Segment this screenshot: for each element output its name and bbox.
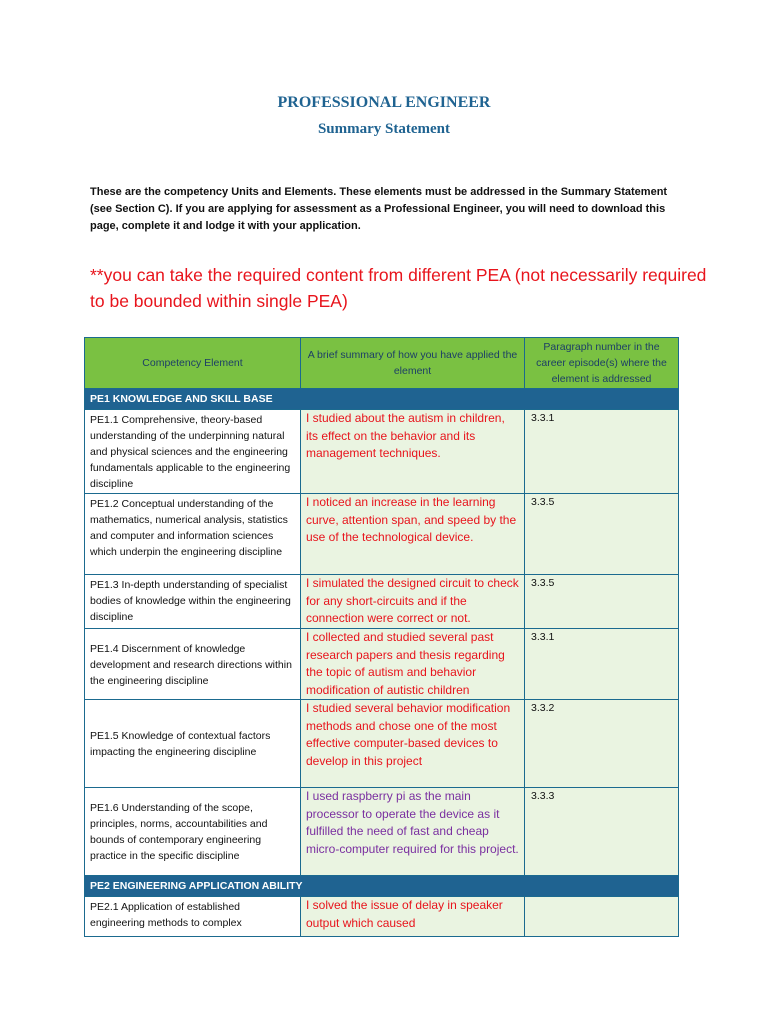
summary-cell: I noticed an increase in the learning curve, attention span, and speed by the use of the technological device. [301, 494, 525, 575]
element-cell: PE1.4 Discernment of knowledge development and research directions within the engineering discipline [85, 629, 301, 700]
paragraph-cell: 3.3.5 [525, 494, 679, 575]
element-cell: PE1.1 Comprehensive, theory-based understanding of the underpinning natural and physical sciences and the engineering fundamentals applicable to the engineering discipline [85, 410, 301, 494]
element-cell: PE2.1 Application of established engineering methods to complex [85, 897, 301, 937]
element-cell: PE1.2 Conceptual understanding of the mathematics, numerical analysis, statistics and computer and information sciences which underpin the engineering discipline [85, 494, 301, 575]
column-header-element: Competency Element [85, 338, 301, 389]
table-row [85, 494, 679, 575]
element-cell: PE1.5 Knowledge of contextual factors impacting the engineering discipline [85, 700, 301, 788]
paragraph-cell: 3.3.1 [525, 410, 679, 494]
table-header-row [85, 338, 679, 389]
paragraph-cell: 3.3.3 [525, 788, 679, 876]
section-title-pe1: PE1 KNOWLEDGE AND SKILL BASE [85, 389, 679, 410]
section-row-pe1 [85, 389, 679, 410]
table-row [85, 700, 679, 788]
summary-cell: I studied several behavior modification methods and chose one of the most effective computer-based devices to develop in this project [301, 700, 525, 788]
column-header-paragraph: Paragraph number in the career episode(s) where the element is addressed [525, 338, 679, 389]
summary-cell: I solved the issue of delay in speaker output which caused [301, 897, 525, 937]
summary-cell: I used raspberry pi as the main processor to operate the device as it fulfilled the need of fast and cheap micro-computer required for this project. [301, 788, 525, 876]
table-row [85, 575, 679, 629]
summary-cell: I studied about the autism in children, its effect on the behavior and its management techniques. [301, 410, 525, 494]
competency-table [84, 337, 679, 937]
section-title-pe2: PE2 ENGINEERING APPLICATION ABILITY [85, 876, 679, 897]
element-cell: PE1.3 In-depth understanding of specialist bodies of knowledge within the engineering discipline [85, 575, 301, 629]
element-cell: PE1.6 Understanding of the scope, principles, norms, accountabilities and bounds of contemporary engineering practice in the specific discipline [85, 788, 301, 876]
summary-cell: I collected and studied several past research papers and thesis regarding the topic of autism and behavior modification of autistic children [301, 629, 525, 700]
paragraph-cell: 3.3.1 [525, 629, 679, 700]
page-subtitle: Summary Statement [317, 121, 451, 137]
paragraph-cell: 3.3.2 [525, 700, 679, 788]
table-row [85, 788, 679, 876]
intro-paragraph: These are the competency Units and Elements. These elements must be addressed in the Summary Statement (see Section C). If you are applying for assessment as a Professional Engineer, you will need to download this page, complete it and lodge it with your application. [90, 186, 668, 232]
column-header-summary: A brief summary of how you have applied the element [301, 338, 525, 389]
paragraph-cell [525, 897, 679, 937]
table-row [85, 410, 679, 494]
paragraph-cell: 3.3.5 [525, 575, 679, 629]
note-text: **you can take the required content from different PEA (not necessarily required to be bounded within single PEA) [90, 265, 707, 311]
section-row-pe2 [85, 876, 679, 897]
page-title: PROFESSIONAL ENGINEER [277, 94, 491, 111]
table-row [85, 897, 679, 937]
summary-cell: I simulated the designed circuit to check for any short-circuits and if the connection were correct or not. [301, 575, 525, 629]
table-row [85, 629, 679, 700]
